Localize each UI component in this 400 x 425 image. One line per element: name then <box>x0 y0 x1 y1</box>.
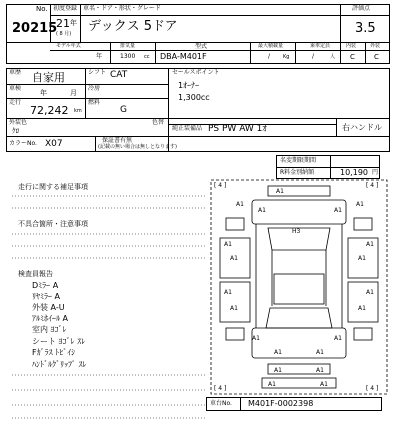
recycle-fee-unit: 円 <box>372 169 379 176</box>
load-value: / <box>268 53 271 60</box>
mileage-value: 72,242 <box>30 104 69 117</box>
capacity-unit: 人 <box>330 54 336 60</box>
shift-value: CAT <box>110 70 128 80</box>
diagram-mark: A1 <box>274 367 282 374</box>
fuel-value: G <box>120 105 127 115</box>
diagram-mark: A1 <box>236 201 244 208</box>
diagram-mark: A1 <box>224 289 232 296</box>
diagram-mark: A1 <box>356 201 364 208</box>
chassis-value: M401F-0002398 <box>248 399 314 408</box>
diagram-mark: A1 <box>268 381 276 388</box>
svg-text:[ 4 ]: [ 4 ] <box>214 385 227 392</box>
svg-text:[ 4 ]: [ 4 ] <box>214 182 227 189</box>
car-name-label: 車名・ドア・形状・グレード <box>83 5 161 12</box>
point-2: 1,300cc <box>178 93 210 102</box>
reg-year: 21 <box>56 17 70 30</box>
reg-year-unit: 年 <box>70 19 77 27</box>
cc-value: 1300 <box>120 53 136 60</box>
report-item: 外装 A-U <box>32 303 65 312</box>
type-label: 型式 <box>195 43 208 50</box>
ext-label: 外装 <box>370 43 381 49</box>
capacity-label: 乗車定員 <box>310 43 331 49</box>
report-item: ﾊﾝﾄﾞﾙｸﾞﾘｯﾌﾟ ｽﾚ <box>32 360 87 369</box>
svg-text:[ 4 ]: [ 4 ] <box>366 385 379 392</box>
report-item: ﾘﾔﾐﾗｰ A <box>32 292 61 301</box>
recycle-fee-value: 10,190 <box>340 168 368 177</box>
mileage-unit: km <box>74 108 82 114</box>
fuel-label: 燃料 <box>88 99 101 106</box>
chassis-label: 車台No. <box>210 400 232 407</box>
recycle-label: 色替 <box>152 119 165 126</box>
cc-unit: cc <box>144 54 150 60</box>
diagram-mark: A1 <box>366 241 374 248</box>
report-item: Fｶﾞﾗｽ ﾄﾋﾞｲｼ <box>32 348 76 357</box>
score-value: 3.5 <box>355 21 376 36</box>
category-label: 車歴 <box>9 69 22 76</box>
reg-label: 初度登録 <box>53 5 78 12</box>
type-value: DBA-M401F <box>160 52 207 61</box>
diagram-mark: A1 <box>334 207 342 214</box>
mileage-label: 走行 <box>9 99 22 106</box>
int-label: 内装 <box>346 43 357 49</box>
equipment-value: PS PW AW 1ｵ <box>208 124 267 134</box>
points-label: セールスポイント <box>172 69 220 76</box>
report-item: Dﾐﾗｰ A <box>32 281 59 290</box>
diagram-mark: A1 <box>316 349 324 356</box>
tax-label: 名変期限期間 <box>280 157 317 164</box>
category-value: 自家用 <box>32 71 65 84</box>
load-label: 最大積載量 <box>258 43 284 49</box>
inspection-label: 車検 <box>9 85 22 92</box>
report-item: 室内 ﾖｺﾞﾚ <box>32 325 67 334</box>
point-1: 1ｵｰﾅｰ <box>178 81 200 90</box>
cond-label: 走行に関する補足事項 <box>18 183 88 191</box>
diagram-mark: A1 <box>358 255 366 262</box>
diagram-mark: A1 <box>320 381 328 388</box>
capacity-value: / <box>312 53 315 60</box>
car-damage-diagram <box>208 178 390 396</box>
ext-value: C <box>374 53 379 61</box>
diagram-mark: A1 <box>316 367 324 374</box>
model-year-label: モデル年式 <box>56 43 81 49</box>
cert-label: 保証書有無 <box>102 137 133 144</box>
cert-note: (記載の無い場合は無しとなります) <box>98 144 177 150</box>
int-value: C <box>350 53 355 61</box>
report-item: ｱﾙﾐﾎｲｰﾙ A <box>32 314 69 323</box>
reg-month: ( 8 月) <box>56 31 72 37</box>
diagram-mark: A1 <box>358 305 366 312</box>
load-unit: Kg <box>283 54 290 60</box>
color-no-value: X07 <box>45 139 63 149</box>
ac-label: 冷房 <box>88 85 101 92</box>
diagram-mark: A1 <box>276 188 284 195</box>
diagram-mark: A1 <box>230 255 238 262</box>
recycle-fee-label: R料金別納額 <box>280 169 315 176</box>
steering-value: 右ハンドル <box>342 123 382 132</box>
color-value: ｸﾛ <box>12 127 19 135</box>
color-label: 外装色 <box>9 119 28 126</box>
svg-text:[ 4 ]: [ 4 ] <box>366 182 379 189</box>
diagram-mark: A1 <box>274 349 282 356</box>
report-label: 検査員報告 <box>18 270 53 278</box>
diagram-mark: A1 <box>366 289 374 296</box>
model-year-unit: 年 <box>96 53 103 60</box>
inspection-year: 年 <box>40 89 47 97</box>
diagram-mark: A1 <box>230 305 238 312</box>
equipment-label: 純正装備品 <box>172 125 203 132</box>
lot-label: No. <box>36 5 48 13</box>
car-name: デックス 5ドア <box>88 19 178 34</box>
lot-number: 20215 <box>12 21 58 36</box>
color-no-label: カラーNo. <box>9 140 37 147</box>
shift-label: シフト <box>88 69 107 76</box>
diagram-mark: A1 <box>258 207 266 214</box>
defect-label: 不具合箇所・注意事項 <box>18 220 88 228</box>
diagram-mark: A1 <box>334 335 342 342</box>
diagram-mark: H3 <box>292 228 301 235</box>
score-label: 評価点 <box>352 5 371 12</box>
cc-label: 排気量 <box>120 43 136 49</box>
report-item: シート ﾖｺﾞﾚ ｽﾚ <box>32 337 86 346</box>
inspection-month: 月 <box>70 89 77 97</box>
diagram-mark: A1 <box>252 335 260 342</box>
diagram-mark: A1 <box>224 241 232 248</box>
